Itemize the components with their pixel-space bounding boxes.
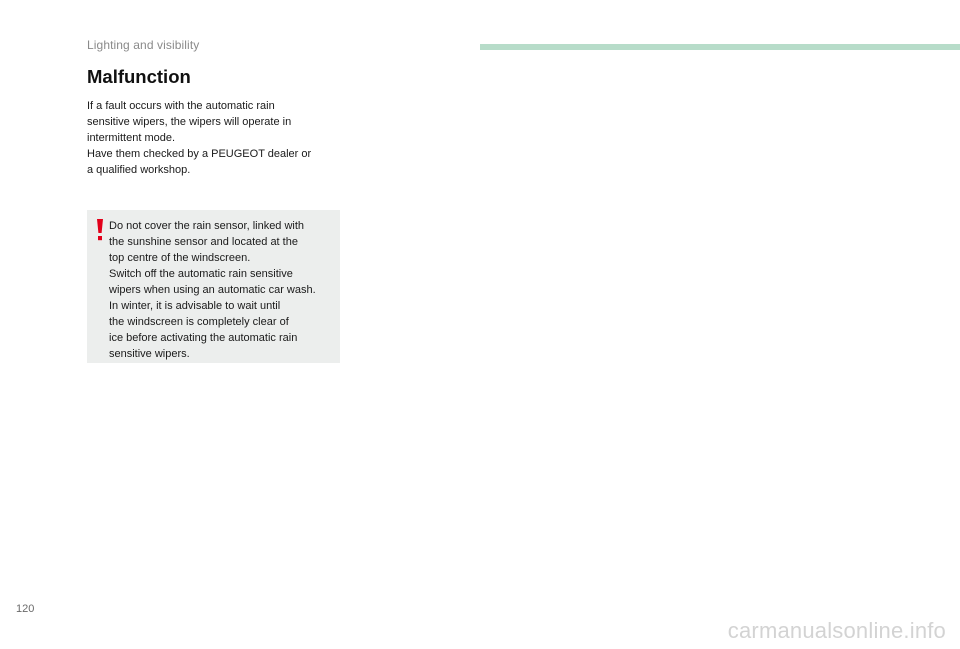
page-number: 120 <box>16 603 35 615</box>
warning-line: top centre of the windscreen. <box>109 252 251 264</box>
section-header-bar <box>480 44 960 50</box>
exclamation-icon <box>94 219 106 241</box>
warning-line: sensitive wipers. <box>109 348 190 360</box>
section-header: Lighting and visibility <box>87 38 200 52</box>
warning-line: Do not cover the rain sensor, linked with <box>109 220 305 232</box>
intro-line: sensitive wipers, the wipers will operate in <box>87 116 292 128</box>
watermark: carmanualsonline.info <box>727 618 946 643</box>
warning-box <box>87 210 340 363</box>
warning-line: In winter, it is advisable to wait until <box>109 300 281 312</box>
warning-line: the windscreen is completely clear of <box>109 316 289 328</box>
warning-line: Switch off the automatic rain sensitive <box>109 268 293 280</box>
intro-line: Have them checked by a PEUGEOT dealer or <box>87 148 312 160</box>
intro-line: a qualified workshop. <box>87 164 191 176</box>
page-title: Malfunction <box>87 66 191 87</box>
intro-line: If a fault occurs with the automatic rain <box>87 100 275 112</box>
warning-line: the sunshine sensor and located at the <box>109 236 298 248</box>
warning-line: ice before activating the automatic rain <box>109 332 298 344</box>
intro-text <box>87 98 347 178</box>
intro-line: intermittent mode. <box>87 132 176 144</box>
warning-line: wipers when using an automatic car wash. <box>109 284 316 296</box>
warning-text <box>109 218 337 362</box>
